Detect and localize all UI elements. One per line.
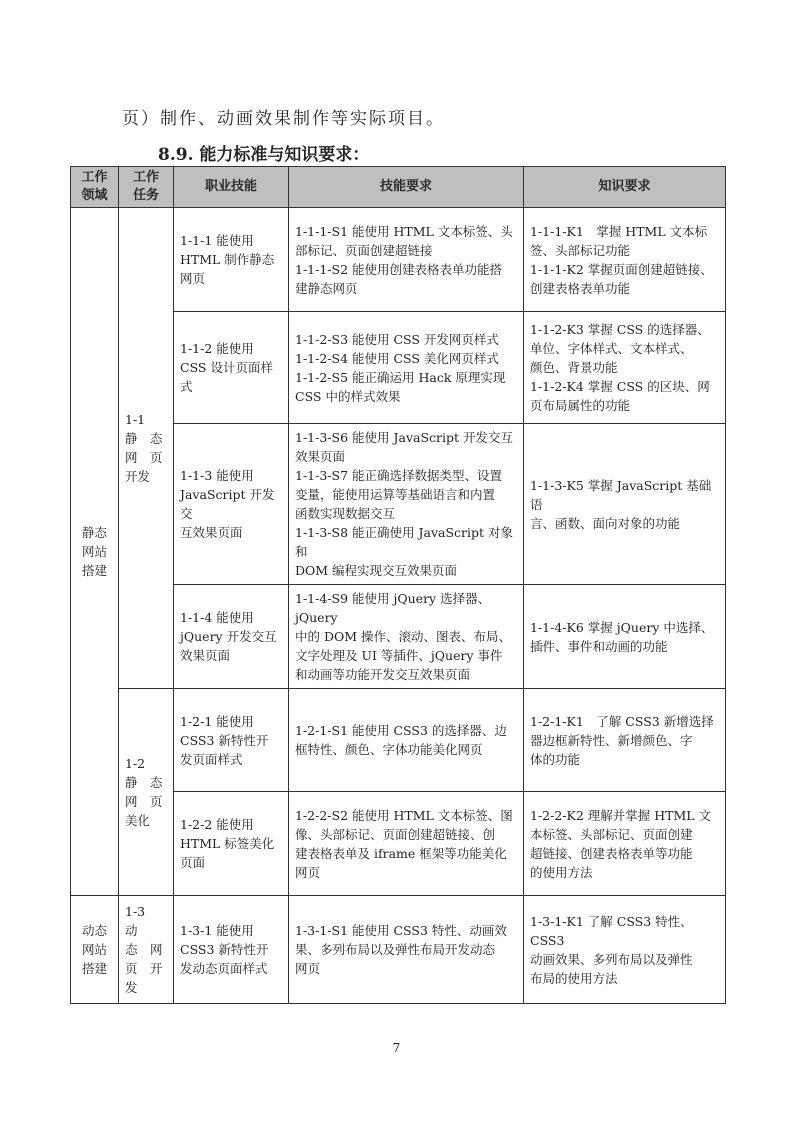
skill-cell: 1-1-2 能使用 CSS 设计页面样 式 <box>174 312 289 424</box>
skill-cell: 1-2-1 能使用 CSS3 新特性开 发页面样式 <box>174 689 289 792</box>
skill-cell: 1-3-1 能使用 CSS3 新特性开 发动态页面样式 <box>174 896 289 1004</box>
skill-req-cell: 1-1-3-S6 能使用 JavaScript 开发交互 效果页面 1-1-3-S7 能正确选择数据类型、设置 变量，能使用运算等基础语言和内置 函数实现数据交互 1-1-3-S8 能正确使用 JavaScript 对象和 DOM 编程实现交互效果页面 <box>289 424 524 585</box>
knowledge-req-cell: 1-1-2-K3 掌握 CSS 的选择器、 单位、字体样式、文本样式、 颜色、背景功能 1-1-2-K4 掌握 CSS 的区块、网 页布局属性的功能 <box>524 312 726 424</box>
header-skill: 职业技能 <box>174 167 289 208</box>
page-number: 7 <box>392 1041 401 1055</box>
requirements-table <box>70 166 726 1004</box>
task-cell: 1-1 静 态 网 页 开发 <box>119 208 174 689</box>
skill-cell: 1-1-3 能使用 JavaScript 开发交 互效果页面 <box>174 424 289 585</box>
skill-cell: 1-1-4 能使用 jQuery 开发交互 效果页面 <box>174 585 289 689</box>
header-knowledge-req: 知识要求 <box>524 167 726 208</box>
knowledge-req-cell: 1-1-4-K6 掌握 jQuery 中选择、 插件、事件和动画的功能 <box>524 585 726 689</box>
area-cell: 动态 网站 搭建 <box>71 896 119 1004</box>
table-row <box>71 689 726 792</box>
header-skill-req: 技能要求 <box>289 167 524 208</box>
knowledge-req-cell: 1-1-1-K1 掌握 HTML 文本标 签、头部标记功能 1-1-1-K2 掌握页面创建超链接、 创建表格表单功能 <box>524 208 726 312</box>
section-title: 8.9. 能力标准与知识要求： <box>158 145 370 165</box>
area-cell: 静态 网站 搭建 <box>71 208 119 896</box>
knowledge-req-cell: 1-1-3-K5 掌握 JavaScript 基础语 言、函数、面向对象的功能 <box>524 424 726 585</box>
knowledge-req-cell: 1-3-1-K1 了解 CSS3 特性、CSS3 动画效果、多列布局以及弹性 布局的使用方法 <box>524 896 726 1004</box>
intro-text: 页）制作、动画效果制作等实际项目。 <box>122 109 445 129</box>
skill-req-cell: 1-2-1-S1 能使用 CSS3 的选择器、边 框特性、颜色、字体功能美化网页 <box>289 689 524 792</box>
task-cell: 1-2 静 态 网 页 美化 <box>119 689 174 896</box>
task-cell: 1-3 动 态 网 页 开 发 <box>119 896 174 1004</box>
skill-req-cell: 1-3-1-S1 能使用 CSS3 特性、动画效 果、多列布局以及弹性布局开发动态 网页 <box>289 896 524 1004</box>
knowledge-req-cell: 1-2-1-K1 了解 CSS3 新增选择 器边框新特性、新增颜色、字 体的功能 <box>524 689 726 792</box>
skill-cell: 1-1-1 能使用 HTML 制作静态 网页 <box>174 208 289 312</box>
skill-req-cell: 1-2-2-S2 能使用 HTML 文本标签、图 像、头部标记、页面创建超链接、创 建表格表单及 iframe 框架等功能美化 网页 <box>289 792 524 896</box>
table-row <box>71 896 726 1004</box>
skill-cell: 1-2-2 能使用 HTML 标签美化 页面 <box>174 792 289 896</box>
table-row <box>71 208 726 312</box>
knowledge-req-cell: 1-2-2-K2 理解并掌握 HTML 文 本标签、头部标记、页面创建 超链接、创建表格表单等功能 的使用方法 <box>524 792 726 896</box>
skill-req-cell: 1-1-1-S1 能使用 HTML 文本标签、头 部标记、页面创建超链接 1-1-1-S2 能使用创建表格表单功能搭 建静态网页 <box>289 208 524 312</box>
table-header-row <box>71 167 726 208</box>
skill-req-cell: 1-1-2-S3 能使用 CSS 开发网页样式 1-1-2-S4 能使用 CSS 美化网页样式 1-1-2-S5 能正确运用 Hack 原理实现 CSS 中的样式效果 <box>289 312 524 424</box>
header-area: 工作 领域 <box>71 167 119 208</box>
header-task: 工作 任务 <box>119 167 174 208</box>
skill-req-cell: 1-1-4-S9 能使用 jQuery 选择器、jQuery 中的 DOM 操作、滚动、图表、布局、 文字处理及 UI 等插件、jQuery 事件 和动画等功能开发交互效果页面 <box>289 585 524 689</box>
